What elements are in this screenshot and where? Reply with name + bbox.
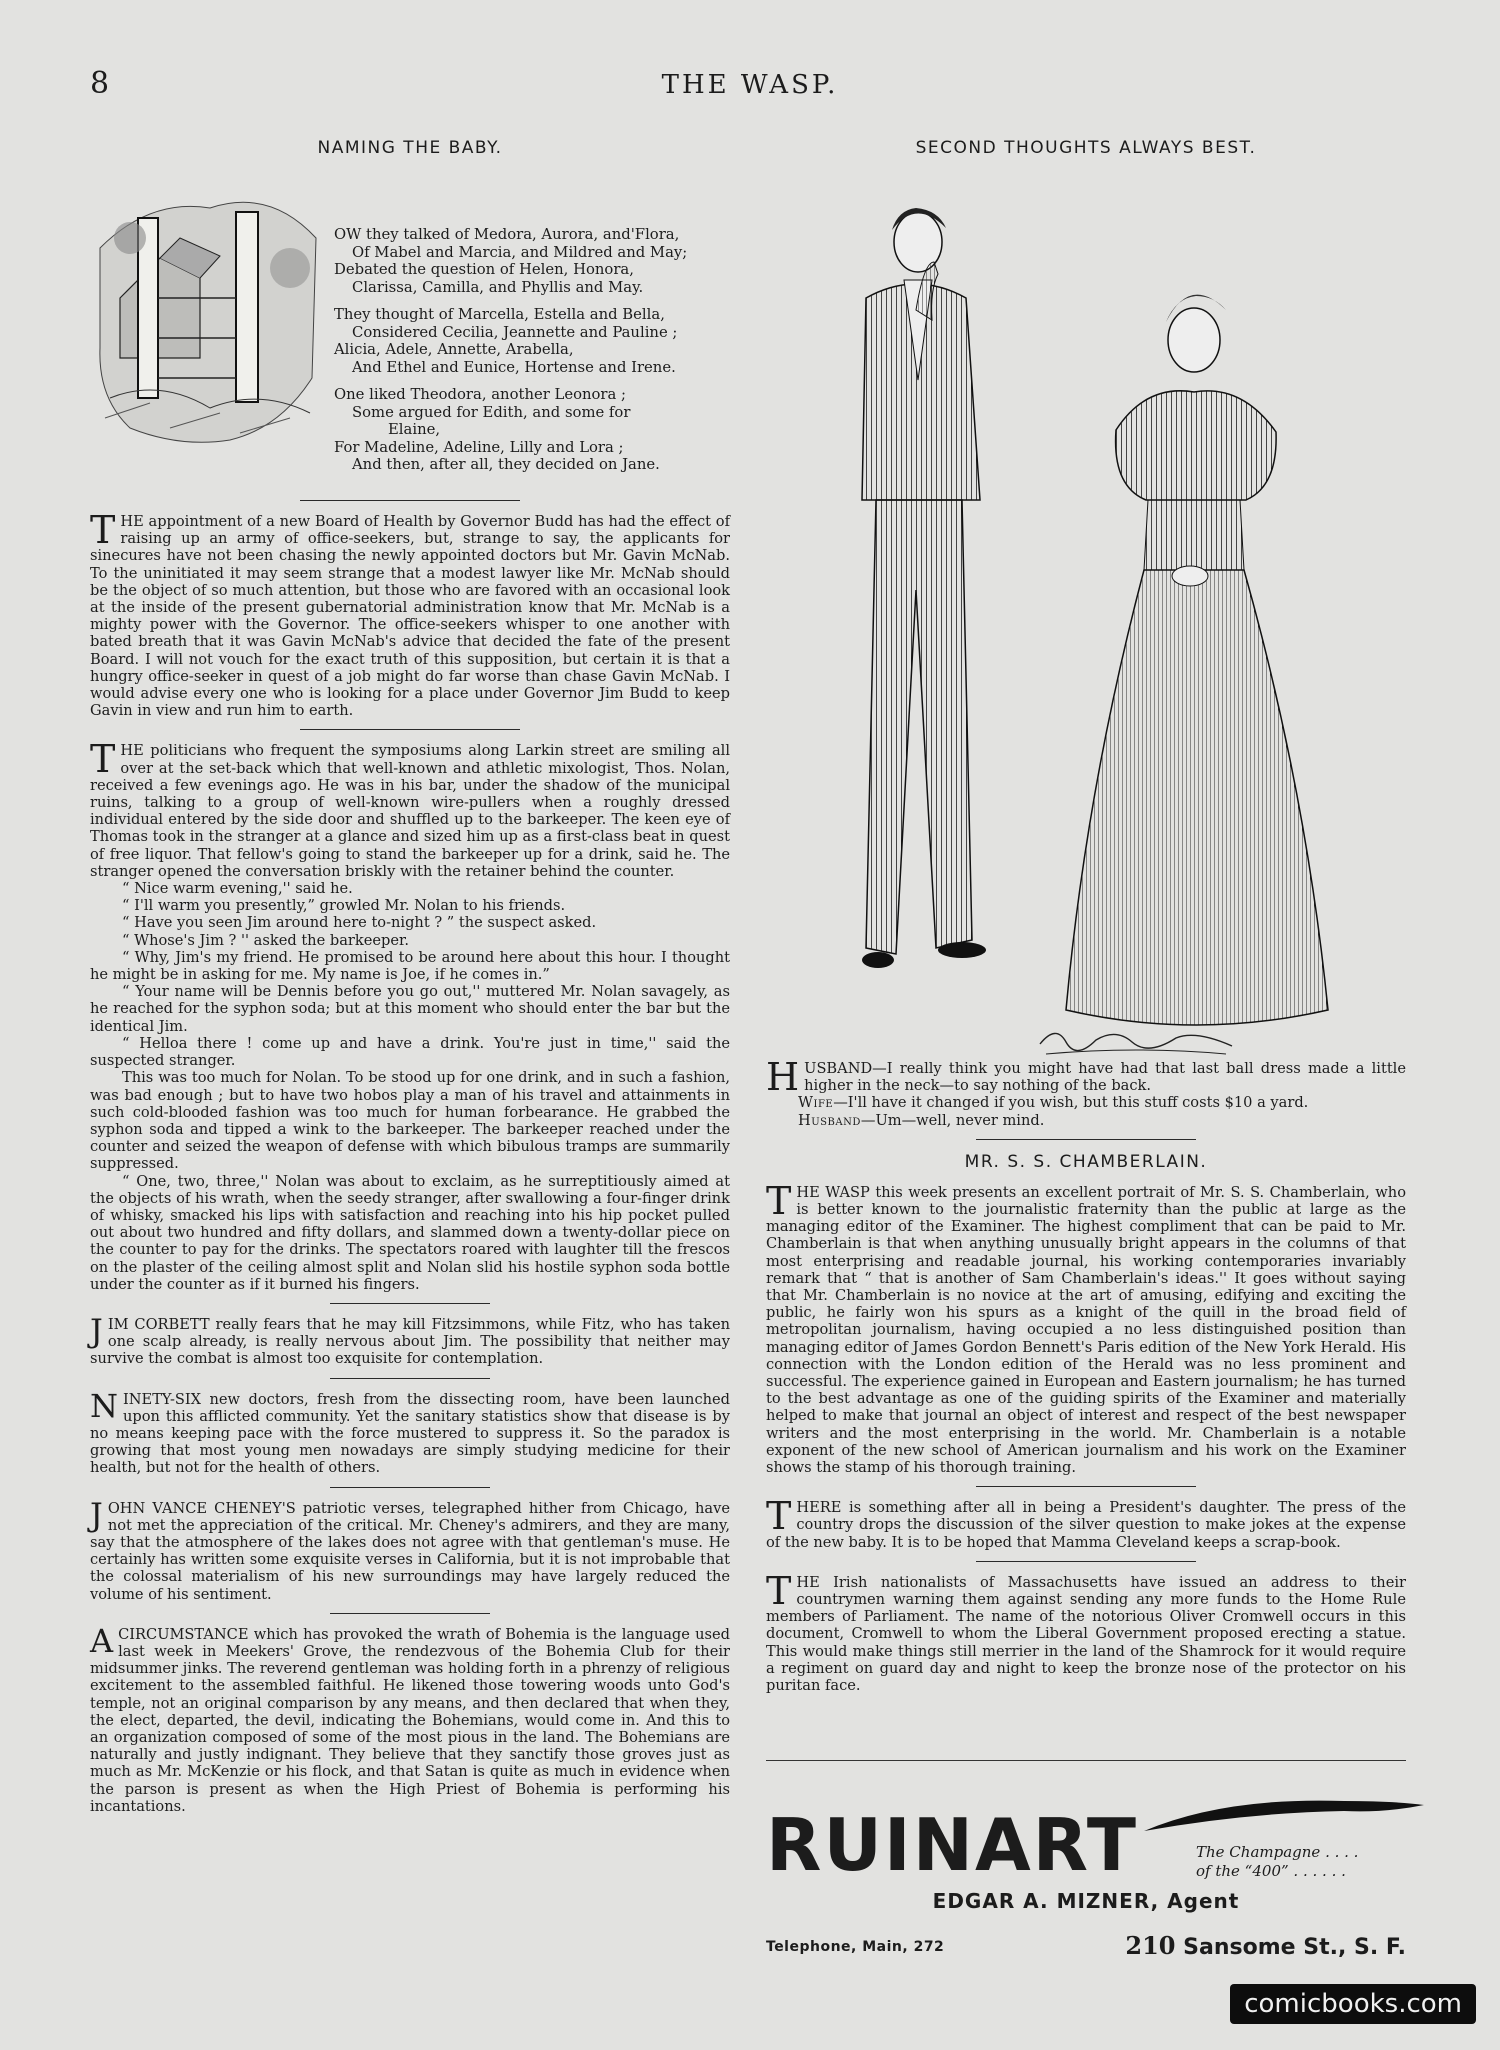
dialogue-line: “ Your name will be Dennis before you go out,'' muttered Mr. Nolan savagely, as he reached for the syphon soda; but at this moment who should enter the bar but the identical Jim. <box>90 983 730 1035</box>
site-watermark: comicbooks.com <box>1230 1984 1476 2024</box>
cartoon-caption-husband <box>766 1055 1406 1099</box>
drop-cap: A <box>90 1621 114 1660</box>
article-lead: CIRCUMSTANCE <box>118 1625 249 1643</box>
poem-line: Considered Cecilia, Jeannette and Pauline ; <box>352 323 678 341</box>
divider <box>976 1139 1196 1140</box>
ad-address-number: 210 <box>1125 1931 1176 1960</box>
cartoon-illustration <box>766 170 1406 1060</box>
ad-agent: EDGAR A. MIZNER, Agent <box>932 1889 1240 1913</box>
article-lead: INETY-SIX <box>123 1390 202 1408</box>
cartoon-title: SECOND THOUGHTS ALWAYS BEST. <box>915 138 1257 158</box>
article-lead: IM CORBETT <box>107 1315 210 1333</box>
chamberlain-title: MR. S. S. CHAMBERLAIN. <box>964 1151 1208 1172</box>
masthead: THE WASP. <box>661 70 839 100</box>
article-text: new doctors, fresh from the dissecting room, have been launched upon this afflicted community. Yet the sanitary statistics show that disease is by no means keeping pace with the force mustered to suppress it. So the paradox is growing that most young men nowadays are simply studying medicine for their health, but not for the health of others. <box>90 1390 730 1477</box>
dialogue-line: “ Nice warm evening,'' said he. <box>122 880 353 898</box>
divider <box>300 729 520 730</box>
garden-gate-illustration <box>90 178 322 448</box>
artist-signature <box>1036 1020 1236 1060</box>
poem-line: For Madeline, Adeline, Lilly and Lora ; <box>334 438 624 456</box>
divider <box>976 1486 1196 1487</box>
divider <box>300 500 520 501</box>
dialogue-line: “ Have you seen Jim around here to-night ? ” the suspect asked. <box>122 914 597 932</box>
divider <box>330 1303 490 1304</box>
article-lead: OHN VANCE CHENEY'S <box>107 1499 296 1517</box>
ruinart-advertisement <box>766 1760 1406 1961</box>
article-nolan <box>90 737 730 880</box>
article-corbett <box>90 1311 730 1368</box>
poem-line: And then, after all, they decided on Jane. <box>352 456 660 473</box>
poem-line: OW they talked of Medora, Aurora, and'Flora, <box>334 226 680 243</box>
article-text: HE politicians who frequent the symposiums along Larkin street are smiling all over at the set-back which that well-known and athletic mixologist, Thos. Nolan, received a few evenings ago. He was in his bar, under the shadow of the municipal ruins, talking to a group of well-known wire-pullers when a roughly dressed individual entered by the side door and shuffled up to the barkeeper. The keen eye of Thomas took in the stranger at a glance and sized him up as a first-class beat in quest of free liquor. That fellow's going to stand the barkeeper up for a drink, said he. The stranger opened the conversation briskly with the retainer behind the counter. <box>90 742 730 880</box>
drop-cap: T <box>90 508 116 552</box>
left-column <box>90 138 730 1815</box>
dialogue-line: “ One, two, three,'' Nolan was about to exclaim, as he surreptitiously aimed at the objects of his wrath, when the seedy stranger, after swallowing a four-finger drink of whisky, smacked his lips with satisfaction and reaching into his hip pocket pulled out about two hundred and fifty dollars, and slammed down a twenty-dollar piece on the counter to pay for the drinks. The spectators roared with laughter till the frescos on the plaster of the ceiling almost split and Nolan slid his hostile syphon soda bottle under the counter as if it burned his fingers. <box>90 1172 730 1293</box>
dialogue-line: “ Why, Jim's my friend. He promised to be around here about this hour. I thought he might be in asking for me. My name is Joe, if he comes in.” <box>90 948 730 984</box>
poem-text <box>334 226 730 484</box>
poem-line: Alicia, Adele, Annette, Arabella, <box>334 341 574 358</box>
dialogue-line: “ Helloa there ! come up and have a drink. You're just in time,'' said the suspected stranger. <box>90 1034 730 1070</box>
cartoon-caption-wife <box>766 1094 1406 1111</box>
dialogue-line: This was too much for Nolan. To be stood up for one drink, and in such a fashion, was bad enough ; but to have two hobos play a man of his travel and attainments in such cold-blooded fashion was too much for human forbearance. He grabbed the syphon soda and tipped a wink to the barkeeper. The barkeeper reached under the counter and seized the weapon of defense with which bibulous tramps are summarily suppressed. <box>90 1069 730 1173</box>
ad-address-street: Sansome St., S. F. <box>1175 1935 1406 1960</box>
poem-line: Clarissa, Camilla, and Phyllis and May. <box>352 278 644 296</box>
drop-cap: T <box>766 1494 792 1539</box>
drop-cap: T <box>766 1178 792 1223</box>
poem-line: One liked Theodora, another Leonora ; <box>334 386 627 403</box>
page-number: 8 <box>90 66 110 101</box>
drop-cap: H <box>766 1055 800 1099</box>
article-text: HE WASP this week presents an excellent portrait of Mr. S. S. Chamberlain, who is better known to the journalistic fraternity than the public at large as the managing editor of the Examiner. The highest compliment that can be paid to Mr. Chamberlain is that when anything unusually bright appears in the columns of that most enterprising and readable journal, his working contemporaries invariably remark that “ that is another of Sam Chamberlain's ideas.'' It goes without saying that Mr. Chamberlain is no novice at the art of amusing, edifying and exciting the public, he fairly won his spurs as a knight of the quill in the broad field of metropolitan journalism, having occupied a no less distinguished position than managing editor of James Gordon Bennett's Paris edition of the New York Herald. His connection with the London edition of the Herald was no less prominent and successful. The experience gained in European and Eastern journalism; he has turned to the best advantage as one of the guiding spirits of the Examiner and materially helped to make that journal an object of interest and respect of the best newspaper writers and the most enterprising in the world. Mr. Chamberlain is a notable exponent of the new school of American journalism and his work on the Examiner shows the stamp of his thorough training. <box>766 1183 1406 1477</box>
caption-speaker: Wife <box>798 1094 834 1112</box>
drop-cap: J <box>90 1311 103 1350</box>
poem-title: NAMING THE BABY. <box>317 138 503 158</box>
dialogue-line: “ Whose's Jim ? '' asked the barkeeper. <box>122 931 409 949</box>
caption-speaker: Husband <box>798 1111 861 1129</box>
drop-cap: J <box>90 1495 103 1534</box>
article-text: HERE is something after all in being a President's daughter. The press of the country drops the discussion of the silver question to make jokes at the expense of the new baby. It is to be hoped that Mamma Cleveland keeps a scrap-book. <box>766 1499 1406 1551</box>
ad-brand: RUINART <box>766 1803 1138 1887</box>
cartoon-caption-husband-reply <box>766 1112 1406 1129</box>
poem-line: Debated the question of Helen, Honora, <box>334 261 634 278</box>
divider <box>330 1378 490 1379</box>
ad-phone: Telephone, Main, 272 <box>766 1939 945 1955</box>
poem-line: And Ethel and Eunice, Hortense and Irene. <box>352 358 676 376</box>
poem-section <box>90 170 730 490</box>
ad-tagline <box>1196 1843 1406 1881</box>
article-president <box>766 1494 1406 1551</box>
article-text: HE appointment of a new Board of Health by Governor Budd has had the effect of raising up an army of office-seekers, but, strange to say, the applicants for sinecures have not been chasing the newly appointed doctors but Mr. Gavin McNab. To the uninitiated it may seem strange that a modest lawyer like Mr. McNab should be the object of so much attention, but those who are favored with an occasional look at the inside of the present gubernatorial administration know that Mr. McNab is a mighty power with the Governor. The office-seekers whisper to one another with bated breath that it was Gavin McNab's advice that decided the fate of the present Board. I will not vouch for the exact truth of this supposition, but certain it is that a hungry office-seeker in quest of a job might do far worse than chase Gavin McNab. I would advise every one who is looking for a place under Governor Jim Budd to keep Gavin in view and run him to earth. <box>90 513 730 720</box>
article-mcnab <box>90 508 730 720</box>
ad-tagline-line: of the “400” . . . . . . <box>1196 1862 1346 1880</box>
couple-illustration <box>766 170 1406 1060</box>
ad-address <box>1125 1931 1406 1960</box>
article-text: HE Irish nationalists of Massachusetts have issued an address to their countrymen warning them against sending any more funds to the Home Rule members of Parliament. The name of the notorious Oliver Cromwell occurs in this document, Cromwell to whom the Liberal Government proposed erecting a statue. This would make things still merrier in the land of the Shamrock for it would require a regiment on guard day and night to keep the bronze nose of the protector on his puritan face. <box>766 1573 1406 1695</box>
drop-cap: T <box>766 1568 792 1613</box>
poem-line: Of Mabel and Marcia, and Mildred and May; <box>352 243 688 261</box>
divider <box>330 1487 490 1488</box>
article-bohemia <box>90 1621 730 1815</box>
article-text: patriotic verses, telegraphed hither from Chicago, have not met the appreciation of the critical. Mr. Cheney's admirers, and they are many, say that the atmosphere of the lakes does not agree with that gentleman's muse. He certainly has written some exquisite verses in California, but it is not improbable that the colossal materialism of his new surroundings may have largely reduced the volume of his sentiment. <box>90 1499 730 1603</box>
caption-text: USBAND—I really think you might have had that last ball dress made a little higher in the neck—to say nothing of the back. <box>804 1060 1406 1095</box>
swoosh-ornament <box>1144 1791 1424 1841</box>
article-text: which has provoked the wrath of Bohemia is the language used last week in Meekers' Grove, the rendezvous of the Bohemia Club for their midsummer jinks. The reverend gentleman was holding forth in a phrenzy of religious excitement to the assembled faithful. He likened those towering woods unto God's temple, not an original comparison by any means, and then declared that when they, the elect, departed, the devil, indicating the Bohemians, would come in. And this to an organization composed of some of the most pious in the land. The Bohemians are naturally and justly indignant. They believe that they sanctify those groves just as much as Mr. McKenzie or his flock, and that Satan is quite as much in evidence when the parson is present as when the High Priest of Bohemia is performing his incantations. <box>90 1625 730 1815</box>
divider <box>976 1561 1196 1562</box>
drop-cap: N <box>90 1386 118 1425</box>
article-text: really fears that he may kill Fitzsimmons, while Fitz, who has taken one scalp already, is really nervous about Jim. The possibility that neither may survive the combat is almost too exquisite for contemplation. <box>90 1315 730 1368</box>
divider <box>330 1613 490 1614</box>
caption-text: —Um—well, never mind. <box>860 1111 1045 1129</box>
poem-line: They thought of Marcella, Estella and Bella, <box>334 306 665 323</box>
article-cheney <box>90 1495 730 1603</box>
article-irish <box>766 1568 1406 1695</box>
ad-tagline-line: The Champagne . . . . <box>1196 1843 1359 1861</box>
dialogue-line: “ I'll warm you presently,” growled Mr. Nolan to his friends. <box>122 897 566 915</box>
poem-line: Elaine, <box>388 421 441 438</box>
article-doctors <box>90 1386 730 1477</box>
caption-text: —I'll have it changed if you wish, but this stuff costs $10 a yard. <box>833 1094 1309 1112</box>
article-chamberlain <box>766 1178 1406 1477</box>
right-column <box>766 138 1406 1694</box>
drop-cap: T <box>90 737 116 782</box>
poem-line: Some argued for Edith, and some for <box>352 403 631 421</box>
